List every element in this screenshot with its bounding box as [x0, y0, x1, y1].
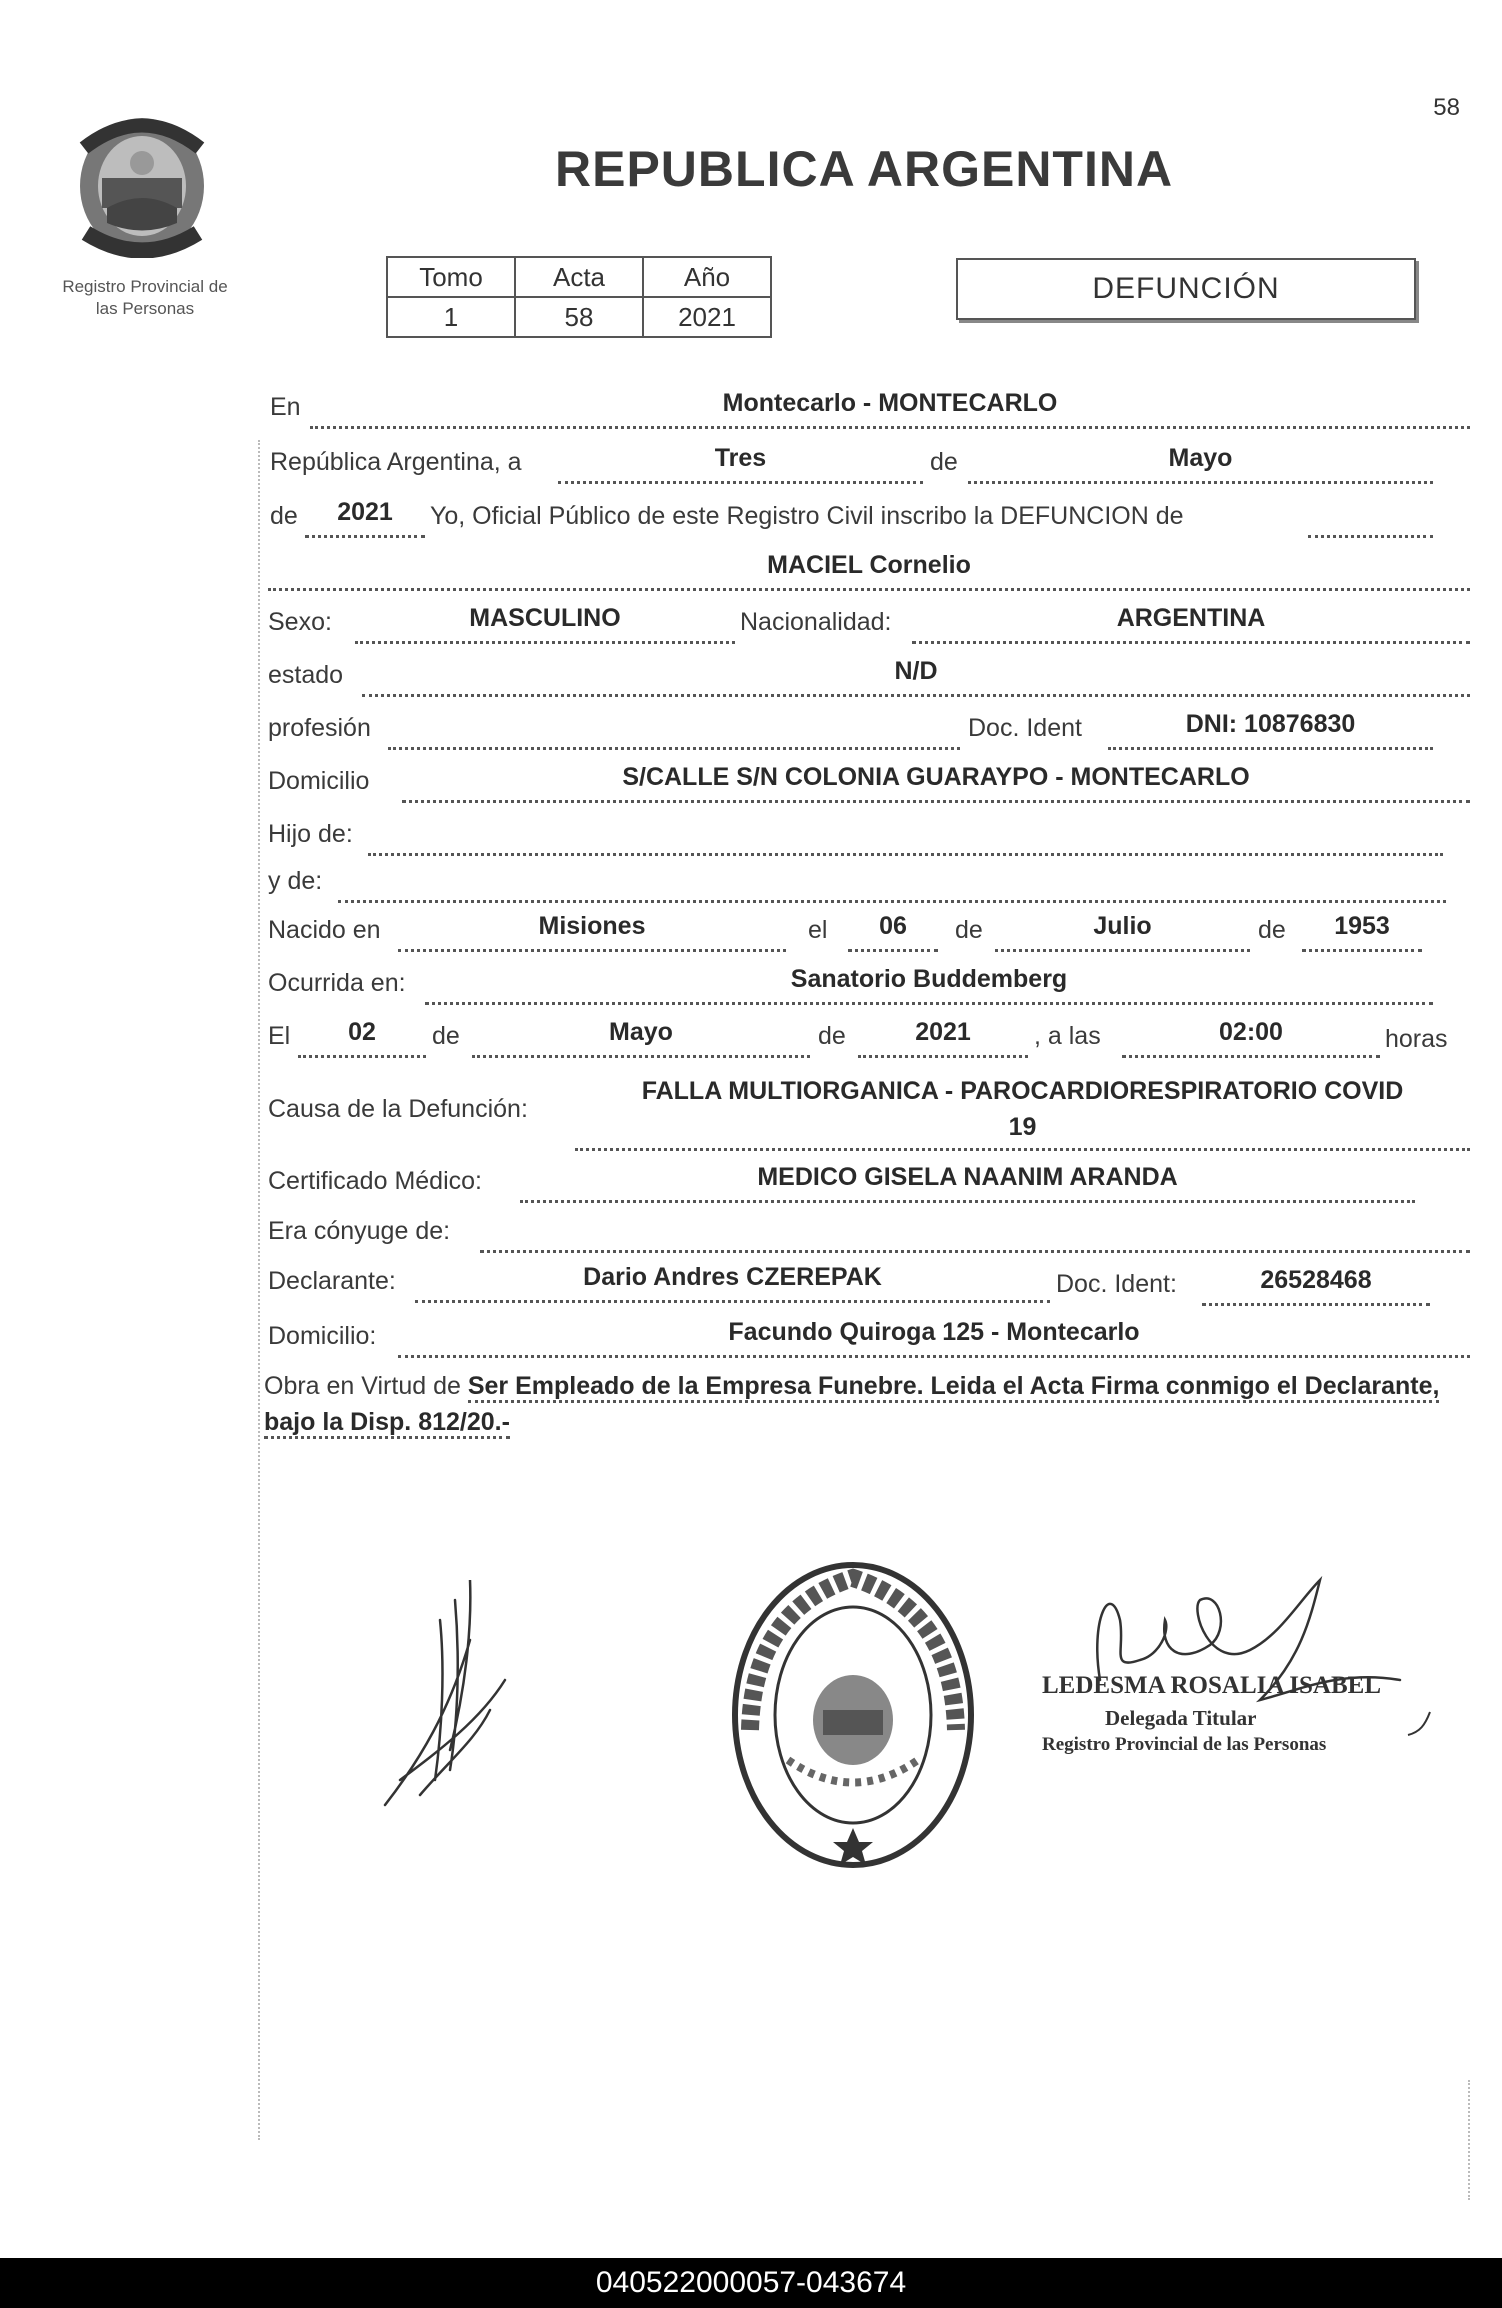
footer-barcode-text: 040522000057-043674: [0, 2258, 1502, 2308]
label-de-5: de: [432, 1022, 460, 1050]
line-mes-texto: [968, 481, 1433, 484]
registry-line-1: Registro Provincial de: [62, 277, 228, 296]
label-sexo: Sexo:: [268, 608, 332, 636]
record-reference-table: [386, 256, 772, 338]
value-causa-line1: FALLA MULTIORGANICA - PAROCARDIORESPIRATORIO COVID: [641, 1077, 1404, 1105]
value-nac-dia: 06: [879, 912, 907, 940]
line-causa: [575, 1148, 1470, 1151]
value-ocurrida-en: Sanatorio Buddemberg: [790, 965, 1068, 993]
line-nombre: [268, 588, 1470, 591]
value-def-anio: 2021: [915, 1018, 971, 1046]
value-nac-mes: Julio: [1093, 912, 1152, 940]
registry-line-2: las Personas: [95, 299, 195, 318]
label-certificado: Certificado Médico:: [268, 1167, 482, 1195]
acta-header: Acta: [515, 257, 643, 297]
line-def-hora: [1122, 1055, 1380, 1058]
label-de-1: de: [930, 448, 958, 476]
official-org: Registro Provincial de las Personas: [1042, 1734, 1327, 1755]
line-declarante-doc: [1202, 1303, 1430, 1306]
line-profesion: [388, 747, 960, 750]
left-margin-rule: [258, 440, 260, 2140]
label-hijo-de: Hijo de:: [268, 820, 353, 848]
label-conyuge: Era cónyuge de:: [268, 1217, 451, 1245]
line-estado: [362, 694, 1470, 697]
registry-name: [40, 276, 250, 320]
line-declarante: [415, 1300, 1050, 1303]
label-causa: Causa de la Defunción:: [268, 1095, 528, 1123]
line-sexo: [355, 641, 735, 644]
line-nac-dia: [848, 949, 938, 952]
province-coat-of-arms-logo: [72, 108, 212, 258]
label-nacionalidad: Nacionalidad:: [740, 608, 892, 636]
line-y-de: [338, 900, 1446, 903]
ink-mark: [1405, 1710, 1435, 1740]
value-nacido-en: Misiones: [538, 912, 646, 940]
official-name: LEDESMA ROSALIA ISABEL: [1042, 1672, 1382, 1699]
value-declarante: Dario Andres CZEREPAK: [583, 1263, 882, 1291]
value-causa-line2: 19: [1008, 1113, 1037, 1141]
official-signature: [1080, 1560, 1410, 1730]
label-de-2: de: [270, 502, 298, 530]
value-obra: Ser Empleado de la Empresa Funebre. Leida el Acta Firma conmigo el Declarante, bajo la Disp. 812/20.-: [264, 1372, 1439, 1439]
label-inscribo: Yo, Oficial Público de este Registro Civil inscribo la DEFUNCION de: [430, 502, 1184, 530]
line-nac-mes: [995, 949, 1250, 952]
value-sexo: MASCULINO: [469, 604, 621, 632]
value-def-dia: 02: [348, 1018, 376, 1046]
obra-paragraph: [264, 1368, 1470, 1440]
line-certificado: [520, 1200, 1415, 1203]
label-en: En: [270, 393, 301, 421]
anio-header: Año: [643, 257, 771, 297]
value-mes-texto: Mayo: [1168, 444, 1233, 472]
line-hijo-de: [368, 853, 1443, 856]
value-nombre: MACIEL Cornelio: [767, 551, 971, 579]
label-declarante: Declarante:: [268, 1267, 396, 1295]
value-declarante-doc: 26528468: [1260, 1266, 1372, 1294]
page-number: 58: [1433, 94, 1460, 121]
label-el: el: [808, 916, 828, 944]
label-a-las: , a las: [1034, 1022, 1101, 1050]
label-ocurrida-en: Ocurrida en:: [268, 969, 406, 997]
line-def-anio: [858, 1055, 1028, 1058]
line-conyuge: [480, 1250, 1470, 1253]
value-doc-ident: DNI: 10876830: [1185, 710, 1356, 738]
official-role: Delegada Titular: [1105, 1706, 1257, 1730]
label-de-4: de: [1258, 916, 1286, 944]
value-domicilio: S/CALLE S/N COLONIA GUARAYPO - MONTECARLO: [622, 763, 1250, 791]
right-margin-rule: [1468, 2080, 1470, 2200]
label-y-de: y de:: [268, 867, 323, 895]
label-estado: estado: [268, 661, 344, 689]
line-lugar: [310, 426, 1470, 429]
value-estado: N/D: [894, 657, 938, 685]
record-header-row: [387, 257, 771, 297]
document-title: REPUBLICA ARGENTINA: [555, 141, 1174, 197]
value-nacionalidad: ARGENTINA: [1116, 604, 1266, 632]
line-ocurrida-en: [425, 1002, 1433, 1005]
value-declarante-domicilio: Facundo Quiroga 125 - Montecarlo: [728, 1318, 1140, 1346]
label-horas: horas: [1385, 1025, 1448, 1053]
label-obra: Obra en Virtud de: [264, 1372, 468, 1400]
value-def-mes: Mayo: [609, 1018, 673, 1046]
value-lugar: Montecarlo - MONTECARLO: [722, 389, 1058, 417]
label-el-cap: El: [268, 1022, 291, 1050]
tomo-header: Tomo: [387, 257, 515, 297]
line-anio: [305, 535, 425, 538]
line-dia-texto: [558, 481, 923, 484]
label-nacido-en: Nacido en: [268, 916, 381, 944]
value-certificado: MEDICO GISELA NAANIM ARANDA: [757, 1163, 1178, 1191]
label-doc-ident-2: Doc. Ident:: [1056, 1270, 1177, 1298]
line-def-mes: [472, 1055, 810, 1058]
acta-value: 58: [515, 297, 643, 337]
label-de-3: de: [955, 916, 983, 944]
anio-value: 2021: [643, 297, 771, 337]
value-anio: 2021: [337, 498, 393, 526]
label-doc-ident: Doc. Ident: [968, 714, 1082, 742]
label-de-6: de: [818, 1022, 846, 1050]
line-inscribo-end: [1308, 535, 1433, 538]
line-nacido-en: [398, 949, 786, 952]
value-dia-texto: Tres: [714, 444, 767, 472]
line-doc-ident: [1108, 747, 1433, 750]
label-domicilio: Domicilio: [268, 767, 370, 795]
tomo-value: 1: [387, 297, 515, 337]
value-nac-anio: 1953: [1334, 912, 1390, 940]
line-nac-anio: [1302, 949, 1422, 952]
document-type-box: DEFUNCIÓN: [956, 258, 1416, 320]
declarant-signature: [380, 1580, 510, 1820]
line-nacionalidad: [912, 641, 1470, 644]
delegation-seal: [728, 1560, 978, 1870]
label-republica: República Argentina, a: [270, 448, 522, 476]
value-def-hora: 02:00: [1219, 1018, 1283, 1046]
line-def-dia: [298, 1055, 426, 1058]
line-domicilio: [402, 800, 1470, 803]
line-declarante-domicilio: [398, 1355, 1470, 1358]
label-profesion: profesión: [268, 714, 371, 742]
label-domicilio-2: Domicilio:: [268, 1322, 377, 1350]
record-value-row: [387, 297, 771, 337]
